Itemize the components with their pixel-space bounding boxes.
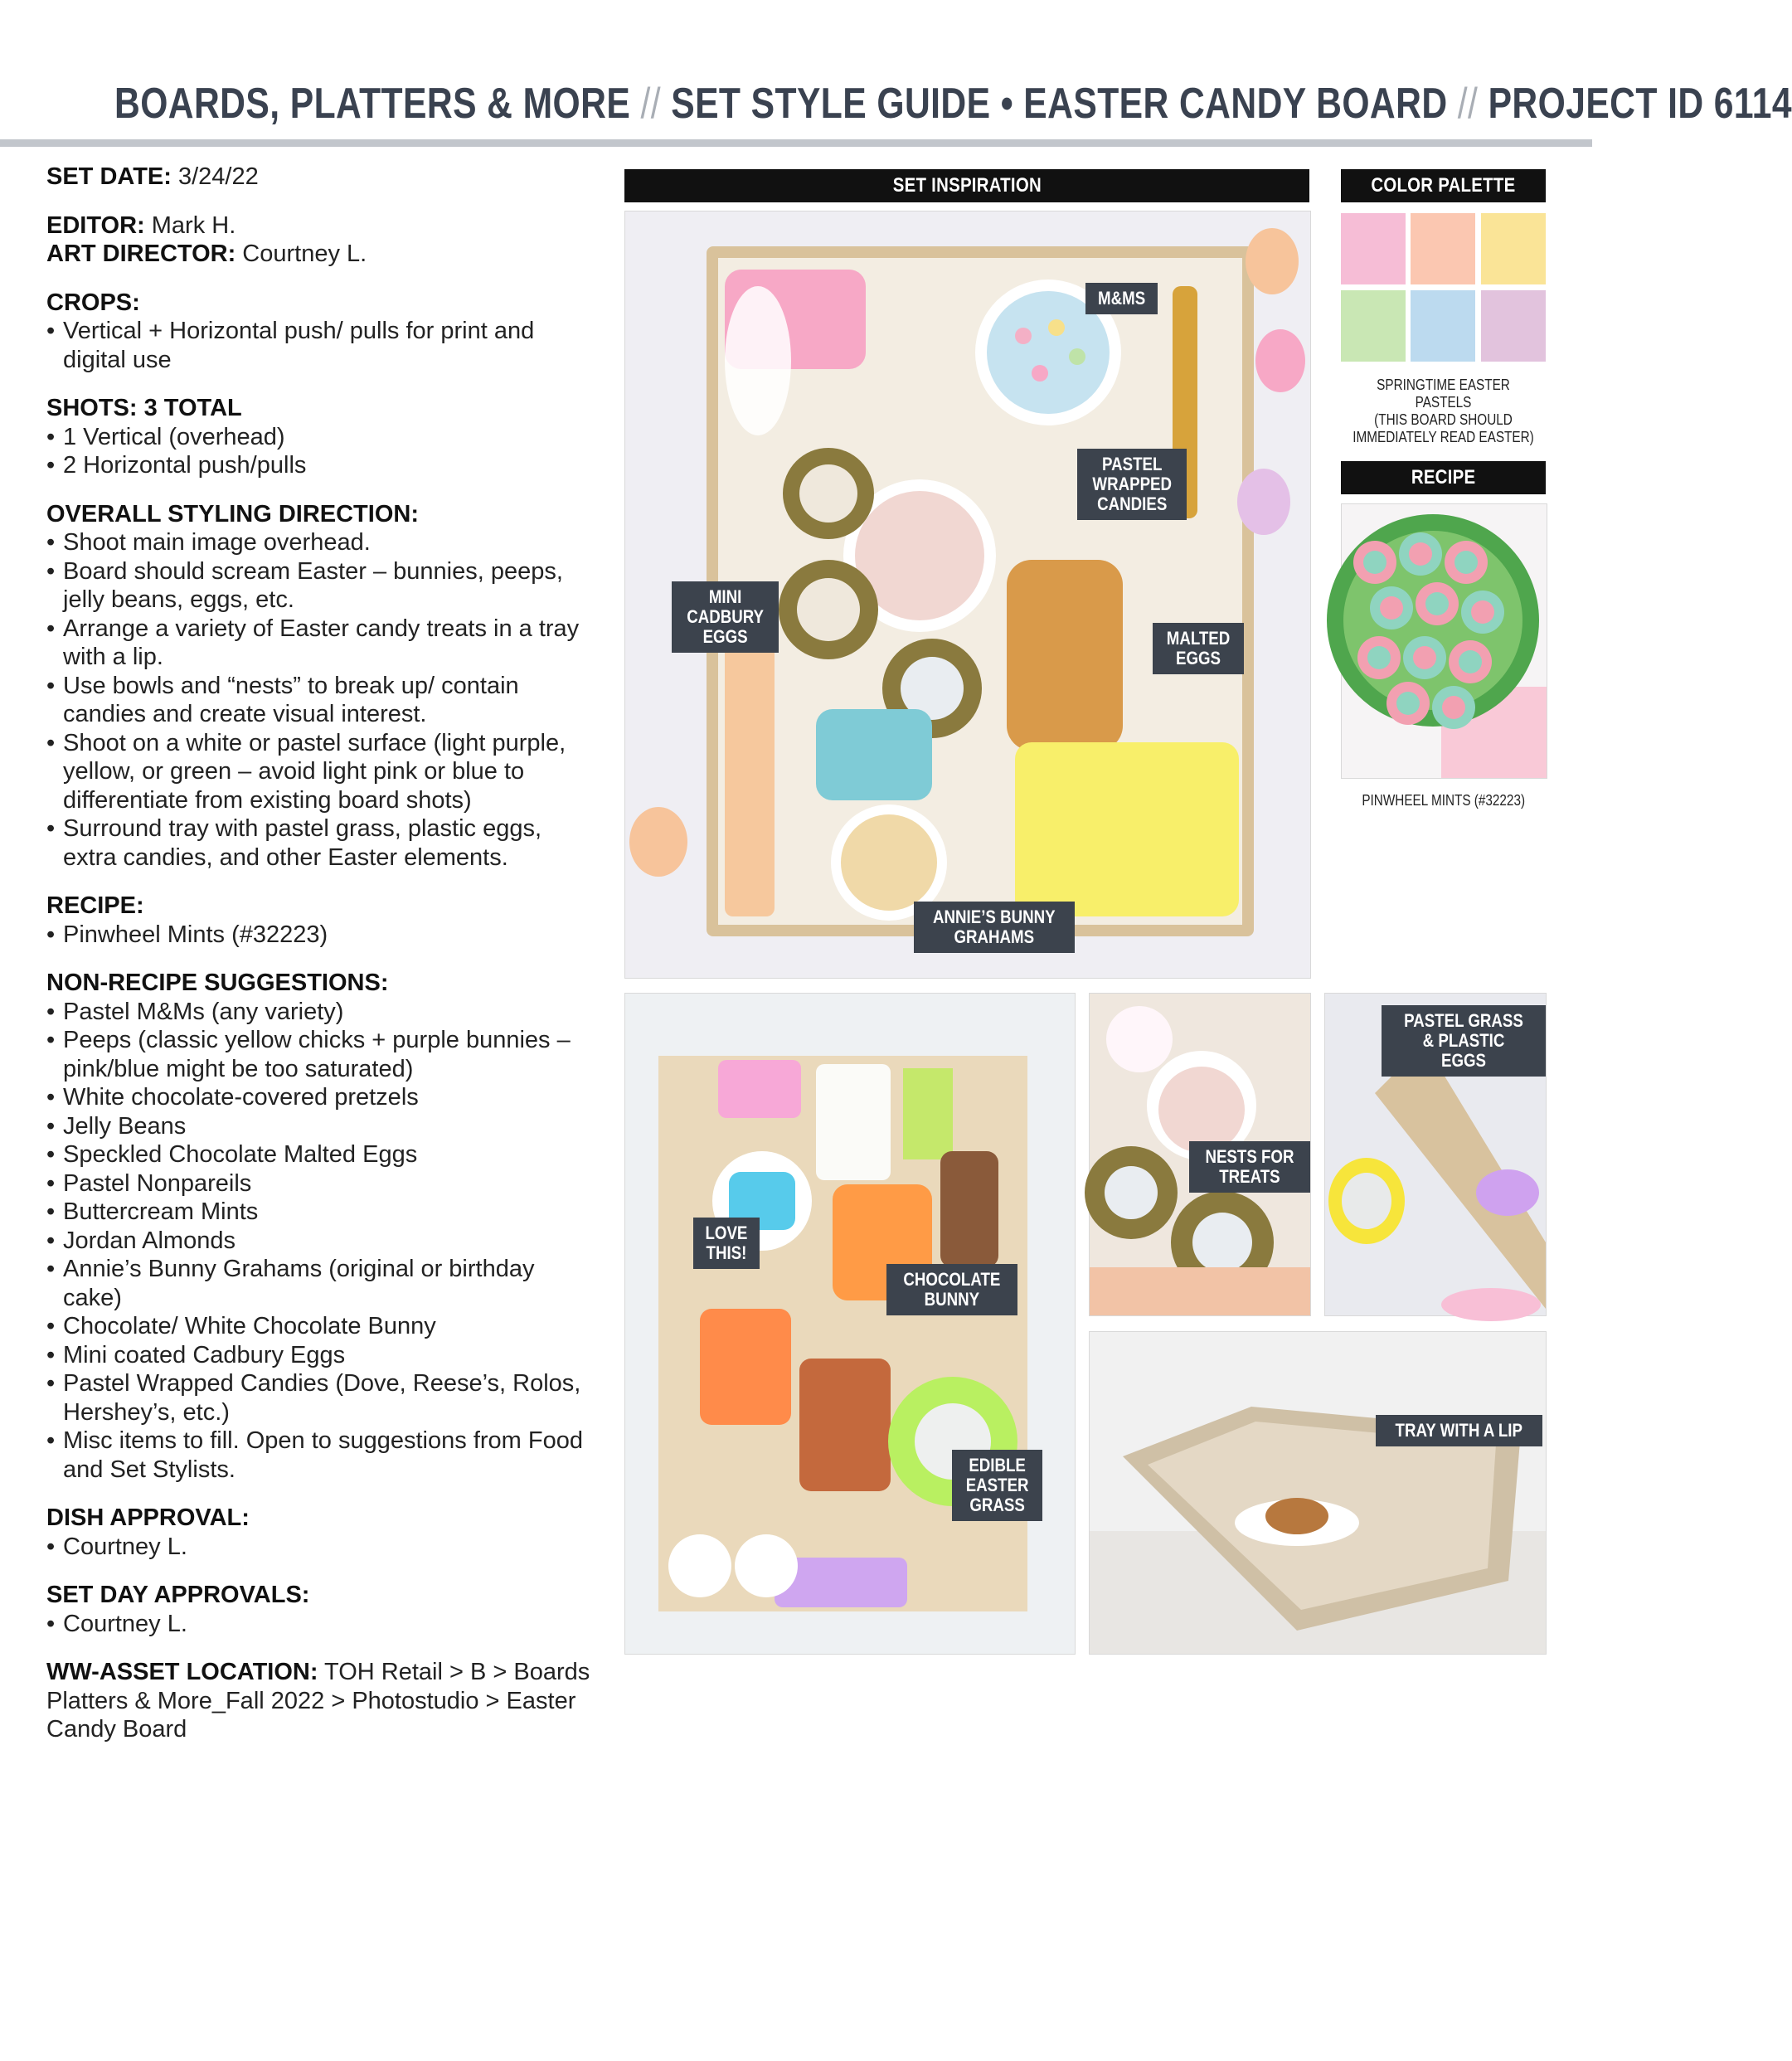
set-day-label: SET DAY APPROVALS: (46, 1582, 310, 1608)
styling-section (46, 500, 594, 873)
tag-love-this: LOVE THIS! (693, 1218, 760, 1269)
nests-photo (1089, 993, 1311, 1316)
tag-mini-cadbury-eggs: MINI CADBURY EGGS (672, 581, 779, 653)
list-item: • 1 Vertical (overhead) (46, 423, 594, 452)
tag-malted-eggs: MALTED EGGS (1153, 623, 1244, 674)
list-item: • Vertical + Horizontal push/ pulls for print and digital use (46, 317, 594, 374)
list-item: • Peeps (classic yellow chicks + purple bunnies – pink/blue might be too saturated) (46, 1026, 594, 1083)
pastel-grass-photo (1324, 993, 1547, 1316)
asset-location-label: WW-ASSET LOCATION: (46, 1659, 318, 1685)
tag-pastel-wrapped-candies: PASTEL WRAPPED CANDIES (1077, 449, 1187, 520)
list-item: • Mini coated Cadbury Eggs (46, 1341, 594, 1370)
shots-label: SHOTS: 3 TOTAL (46, 395, 242, 421)
art-director-value: Courtney L. (236, 241, 367, 267)
page-title (114, 79, 1792, 129)
editor-label: EDITOR: (46, 211, 145, 239)
set-date-value: 3/24/22 (171, 163, 259, 190)
tray-photo (1089, 1331, 1547, 1655)
crops-section (46, 289, 594, 375)
styling-label: OVERALL STYLING DIRECTION: (46, 500, 419, 527)
recipe-header: RECIPE (1341, 461, 1546, 494)
list-item: • Jelly Beans (46, 1112, 594, 1141)
list-item: • Pastel Wrapped Candies (Dove, Reese’s, Rolos, Hershey’s, etc.) (46, 1369, 594, 1427)
set-inspiration-header: SET INSPIRATION (624, 169, 1309, 202)
title-part-project: PROJECT ID 6114 (1488, 80, 1792, 128)
tag-nests-for-treats: NESTS FOR TREATS (1189, 1141, 1310, 1193)
main-board-photo (624, 211, 1311, 979)
swatch-pastel-green (1341, 290, 1406, 362)
list-item: • Buttercream Mints (46, 1198, 594, 1227)
recipe-caption: PINWHEEL MINTS (#32223) (1362, 792, 1525, 809)
recipe-section (46, 892, 594, 949)
title-separator: // (630, 80, 672, 128)
asset-location-value: TOH Retail > B > Boards Platters & More_Fall 2022 > Photostudio > Easter Candy Board (46, 1659, 590, 1743)
list-item: • Shoot main image overhead. (46, 528, 594, 557)
recipe-photo (1341, 503, 1547, 779)
non-recipe-label: NON-RECIPE SUGGESTIONS: (46, 970, 389, 996)
list-item: • Courtney L. (46, 1610, 594, 1639)
editor-value: Mark H. (144, 211, 236, 239)
list-item: • Misc items to fill. Open to suggestions from Food and Set Stylists. (46, 1427, 594, 1484)
list-item: • Annie’s Bunny Grahams (original or birthday cake) (46, 1255, 594, 1312)
swatch-pastel-peach (1411, 213, 1475, 284)
list-item: • Jordan Almonds (46, 1227, 594, 1256)
tag-chocolate-bunny: CHOCOLATE BUNNY (886, 1264, 1017, 1315)
list-item: • Pinwheel Mints (#32223) (46, 921, 594, 950)
list-item: • 2 Horizontal push/pulls (46, 451, 594, 480)
page-header (0, 79, 1792, 137)
swatch-pastel-yellow (1481, 213, 1546, 284)
non-recipe-section (46, 969, 594, 1484)
tag-edible-easter-grass: EDIBLE EASTER GRASS (952, 1450, 1042, 1521)
swatch-pastel-lavender (1481, 290, 1546, 362)
crops-label: CROPS: (46, 289, 140, 316)
credits (46, 211, 594, 269)
asset-location-section (46, 1658, 594, 1744)
list-item: • Pastel Nonpareils (46, 1169, 594, 1198)
list-item: • White chocolate-covered pretzels (46, 1083, 594, 1112)
swatch-pastel-blue (1411, 290, 1475, 362)
pinwheel-mints-illustration (1342, 504, 1547, 778)
tag-tray-with-a-lip: TRAY WITH A LIP (1376, 1415, 1542, 1446)
list-item: • Chocolate/ White Chocolate Bunny (46, 1312, 594, 1341)
style-guide-details (46, 163, 594, 1764)
header-divider (0, 139, 1592, 147)
color-palette-header: COLOR PALETTE (1341, 169, 1546, 202)
recipe-label: RECIPE: (46, 892, 144, 919)
secondary-board-photo (624, 993, 1076, 1655)
title-part-boards: BOARDS, PLATTERS & MORE (114, 80, 631, 128)
tag-annies-bunny-grahams: ANNIE’S BUNNY GRAHAMS (914, 902, 1075, 953)
palette-caption: SPRINGTIME EASTER PASTELS (THIS BOARD SHOULD IMMEDIATELY READ EASTER) (1352, 377, 1534, 445)
list-item: • Pastel M&Ms (any variety) (46, 998, 594, 1027)
swatch-pastel-pink (1341, 213, 1406, 284)
list-item: • Surround tray with pastel grass, plastic eggs, extra candies, and other Easter elements. (46, 814, 594, 872)
set-date-label: SET DATE: (46, 163, 172, 190)
tag-pastel-grass-plastic-eggs: PASTEL GRASS & PLASTIC EGGS (1382, 1005, 1546, 1077)
list-item: • Courtney L. (46, 1533, 594, 1562)
set-day-section (46, 1581, 594, 1638)
dish-approval-label: DISH APPROVAL: (46, 1504, 250, 1531)
shots-section (46, 394, 594, 480)
list-item: • Board should scream Easter – bunnies, peeps, jelly beans, eggs, etc. (46, 557, 594, 615)
title-separator: // (1447, 80, 1488, 128)
tag-mms: M&MS (1085, 283, 1158, 314)
board-illustration-2 (625, 994, 1075, 1654)
dish-approval-section (46, 1504, 594, 1561)
list-item: • Shoot on a white or pastel surface (light purple, yellow, or green – avoid light pink or blue to differentiate from existing board shots) (46, 729, 594, 815)
art-director-label: ART DIRECTOR: (46, 241, 236, 267)
list-item: • Arrange a variety of Easter candy treats in a tray with a lip. (46, 615, 594, 672)
list-item: • Speckled Chocolate Malted Eggs (46, 1140, 594, 1169)
tray-illustration (1090, 1332, 1546, 1654)
list-item: • Use bowls and “nests” to break up/ contain candies and create visual interest. (46, 672, 594, 729)
title-part-guide: SET STYLE GUIDE • EASTER CANDY BOARD (671, 80, 1448, 128)
set-date (46, 163, 594, 192)
